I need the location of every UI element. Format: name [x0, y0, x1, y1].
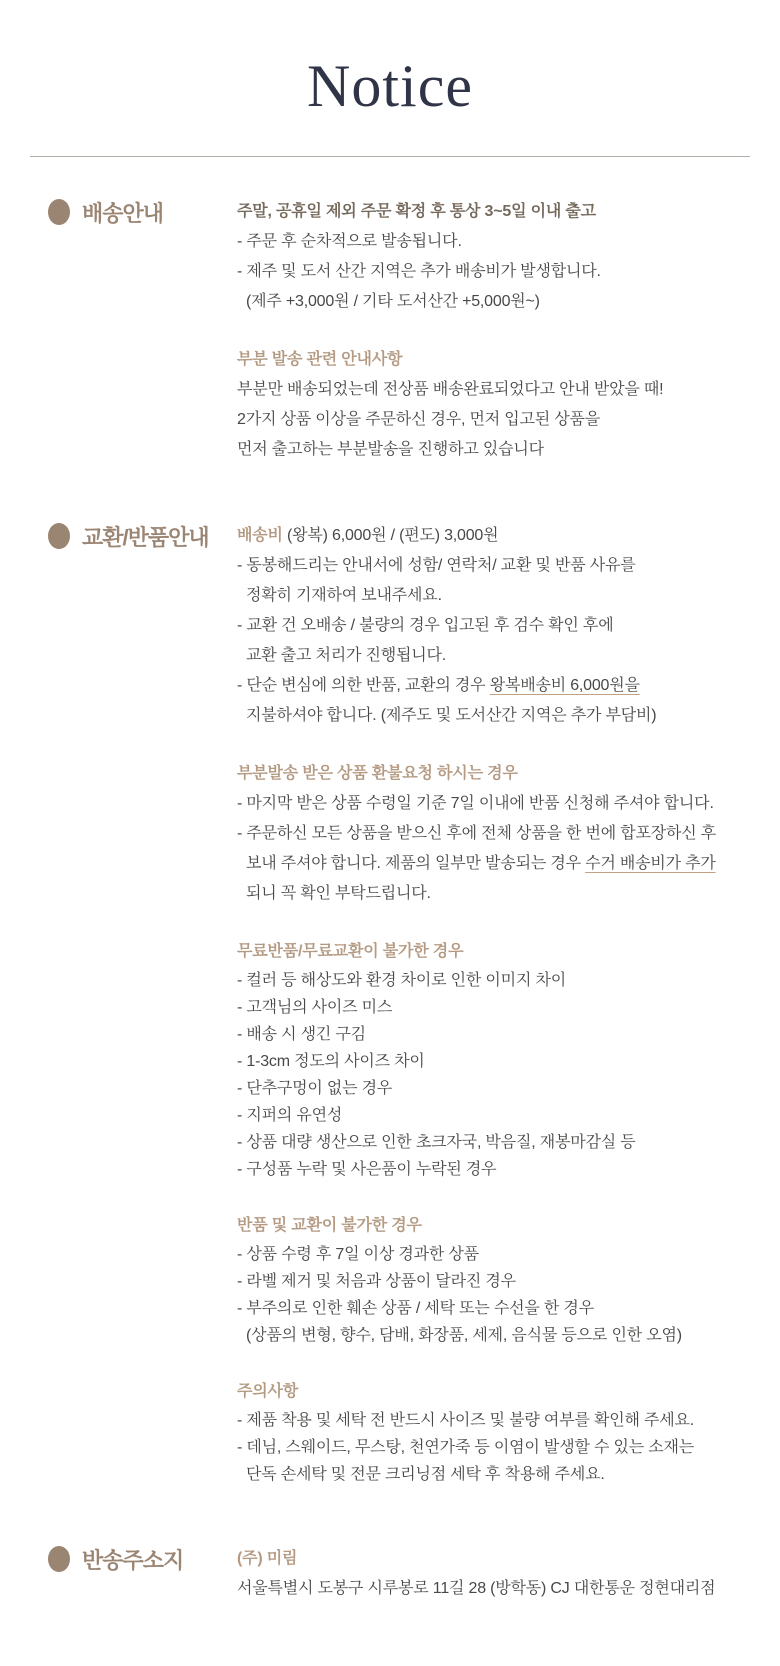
text-line	[237, 435, 752, 465]
text-segment: - 동봉해드리는 안내서에 성함/ 연락처/ 교환 및 반품 사유를	[237, 557, 636, 574]
text-segment: 반품 및 교환이 불가한 경우	[237, 1217, 422, 1234]
text-segment: - 상품 수령 후 7일 이상 경과한 상품	[237, 1246, 479, 1263]
text-line	[237, 1407, 752, 1434]
subsection-heading	[237, 1211, 752, 1241]
section-header	[0, 1544, 237, 1574]
text-segment: - 컬러 등 해상도와 환경 차이로 인한 이미지 차이	[237, 972, 566, 989]
bullet-icon	[48, 523, 70, 549]
text-segment: - 마지막 받은 상품 수령일 기준 7일 이내에 반품 신청해 주셔야 합니다.	[237, 795, 714, 812]
text-line	[237, 1461, 752, 1488]
underlined-text: 수거 배송비가 추가	[585, 855, 716, 872]
section-return-address	[0, 1544, 780, 1604]
text-segment: 서울특별시 도봉구 시루봉로 11길 28 (방학동) CJ 대한통운 정현대리점	[237, 1580, 716, 1597]
text-segment: - 상품 대량 생산으로 인한 초크자국, 박음질, 재봉마감실 등	[237, 1134, 636, 1151]
text-segment: 교환 출고 처리가 진행됩니다.	[246, 647, 447, 664]
text-line	[237, 1268, 752, 1295]
text-segment: 부분 발송 관련 안내사항	[237, 351, 403, 368]
text-line	[237, 1295, 752, 1322]
text-segment: 보내 주셔야 합니다. 제품의 일부만 발송되는 경우	[246, 855, 586, 872]
text-segment: - 주문하신 모든 상품을 받으신 후에 전체 상품을 한 번에 합포장하신 후	[237, 825, 716, 842]
text-line	[237, 287, 752, 317]
text-segment: - 단추구멍이 없는 경우	[237, 1080, 393, 1097]
section-title: 배송안내	[82, 200, 164, 226]
text-line	[237, 611, 752, 641]
text-segment: 지불하셔야 합니다. (제주도 및 도서산간 지역은 추가 부담비)	[246, 707, 657, 724]
text-line	[237, 641, 752, 671]
underlined-text: 왕복배송비 6,000원을	[489, 677, 640, 694]
text-segment: - 1-3cm 정도의 사이즈 차이	[237, 1053, 425, 1070]
text-segment: - 주문 후 순차적으로 발송됩니다.	[237, 233, 462, 250]
text-line	[237, 671, 752, 701]
text-segment: 되니 꼭 확인 부탁드립니다.	[246, 885, 431, 902]
text-segment: 2가지 상품 이상을 주문하신 경우, 먼저 입고된 상품을	[237, 411, 601, 428]
section-content	[237, 1544, 780, 1604]
text-segment: 먼저 출고하는 부분발송을 진행하고 있습니다	[237, 441, 544, 458]
text-line	[237, 1156, 752, 1183]
text-line	[237, 521, 752, 551]
bullet-icon	[48, 199, 70, 225]
text-segment: (왕복) 6,000원 / (편도) 3,000원	[282, 527, 499, 544]
text-segment: 무료반품/무료교환이 불가한 경우	[237, 943, 464, 960]
text-segment: 정확히 기재하여 보내주세요.	[246, 587, 442, 604]
text-line	[237, 257, 752, 287]
text-line	[237, 375, 752, 405]
text-segment: - 데님, 스웨이드, 무스탕, 천연가죽 등 이염이 발생할 수 있는 소재는	[237, 1439, 694, 1456]
section-title: 교환/반품안내	[82, 524, 209, 550]
section-content	[237, 521, 780, 1488]
text-line	[237, 1075, 752, 1102]
section-shipping-info	[0, 197, 780, 465]
text-segment: - 제주 및 도서 산간 지역은 추가 배송비가 발생합니다.	[237, 263, 601, 280]
text-segment: 배송비	[237, 527, 283, 544]
text-segment: 주말, 공휴일 제외 주문 확정 후 통상 3~5일 이내 출고	[237, 203, 596, 220]
text-segment: - 구성품 누락 및 사은품이 누락된 경우	[237, 1161, 497, 1178]
text-line	[237, 1102, 752, 1129]
subsection-heading	[237, 759, 752, 789]
sections	[0, 157, 780, 1604]
text-line	[237, 1129, 752, 1156]
section-content	[237, 197, 780, 465]
text-line	[237, 1021, 752, 1048]
text-line	[237, 1048, 752, 1075]
section-exchange-return-info	[0, 521, 780, 1488]
text-segment: 부분발송 받은 상품 환불요청 하시는 경우	[237, 765, 518, 782]
text-line	[237, 967, 752, 994]
text-line	[237, 789, 752, 819]
text-line	[237, 994, 752, 1021]
text-segment: - 제품 착용 및 세탁 전 반드시 사이즈 및 불량 여부를 확인해 주세요.	[237, 1412, 694, 1429]
text-line	[237, 1241, 752, 1268]
section-header	[0, 521, 237, 551]
text-line	[237, 227, 752, 257]
text-segment: - 지퍼의 유연성	[237, 1107, 343, 1124]
text-line	[237, 849, 752, 879]
text-segment: (주) 미림	[237, 1550, 298, 1567]
bullet-icon	[48, 1546, 70, 1572]
text-segment: (상품의 변형, 향수, 담배, 화장품, 세제, 음식물 등으로 인한 오염)	[246, 1327, 682, 1344]
text-segment: - 라벨 제거 및 처음과 상품이 달라진 경우	[237, 1273, 516, 1290]
subsection-heading	[237, 1377, 752, 1407]
text-segment: - 단순 변심에 의한 반품, 교환의 경우	[237, 677, 490, 694]
text-line	[237, 819, 752, 849]
text-line	[237, 197, 752, 227]
text-line	[237, 1322, 752, 1349]
text-segment: 부분만 배송되었는데 전상품 배송완료되었다고 안내 받았을 때!	[237, 381, 664, 398]
page-title: Notice	[307, 53, 473, 119]
text-segment: - 배송 시 생긴 구김	[237, 1026, 366, 1043]
text-line	[237, 701, 752, 731]
subsection-heading	[237, 1544, 752, 1574]
text-segment: 단독 손세탁 및 전문 크리닝점 세탁 후 착용해 주세요.	[246, 1466, 605, 1483]
text-segment: - 고객님의 사이즈 미스	[237, 999, 393, 1016]
text-line	[237, 1434, 752, 1461]
text-line	[237, 551, 752, 581]
text-line	[237, 879, 752, 909]
text-line	[237, 405, 752, 435]
section-title: 반송주소지	[82, 1547, 184, 1573]
subsection-heading	[237, 345, 752, 375]
text-line	[237, 581, 752, 611]
text-segment: 주의사항	[237, 1383, 299, 1400]
text-line	[237, 1574, 752, 1604]
section-header	[0, 197, 237, 227]
text-segment: - 교환 건 오배송 / 불량의 경우 입고된 후 검수 확인 후에	[237, 617, 614, 634]
text-segment: - 부주의로 인한 훼손 상품 / 세탁 또는 수선을 한 경우	[237, 1300, 594, 1317]
text-segment: (제주 +3,000원 / 기타 도서산간 +5,000원~)	[246, 293, 540, 310]
subsection-heading	[237, 937, 752, 967]
